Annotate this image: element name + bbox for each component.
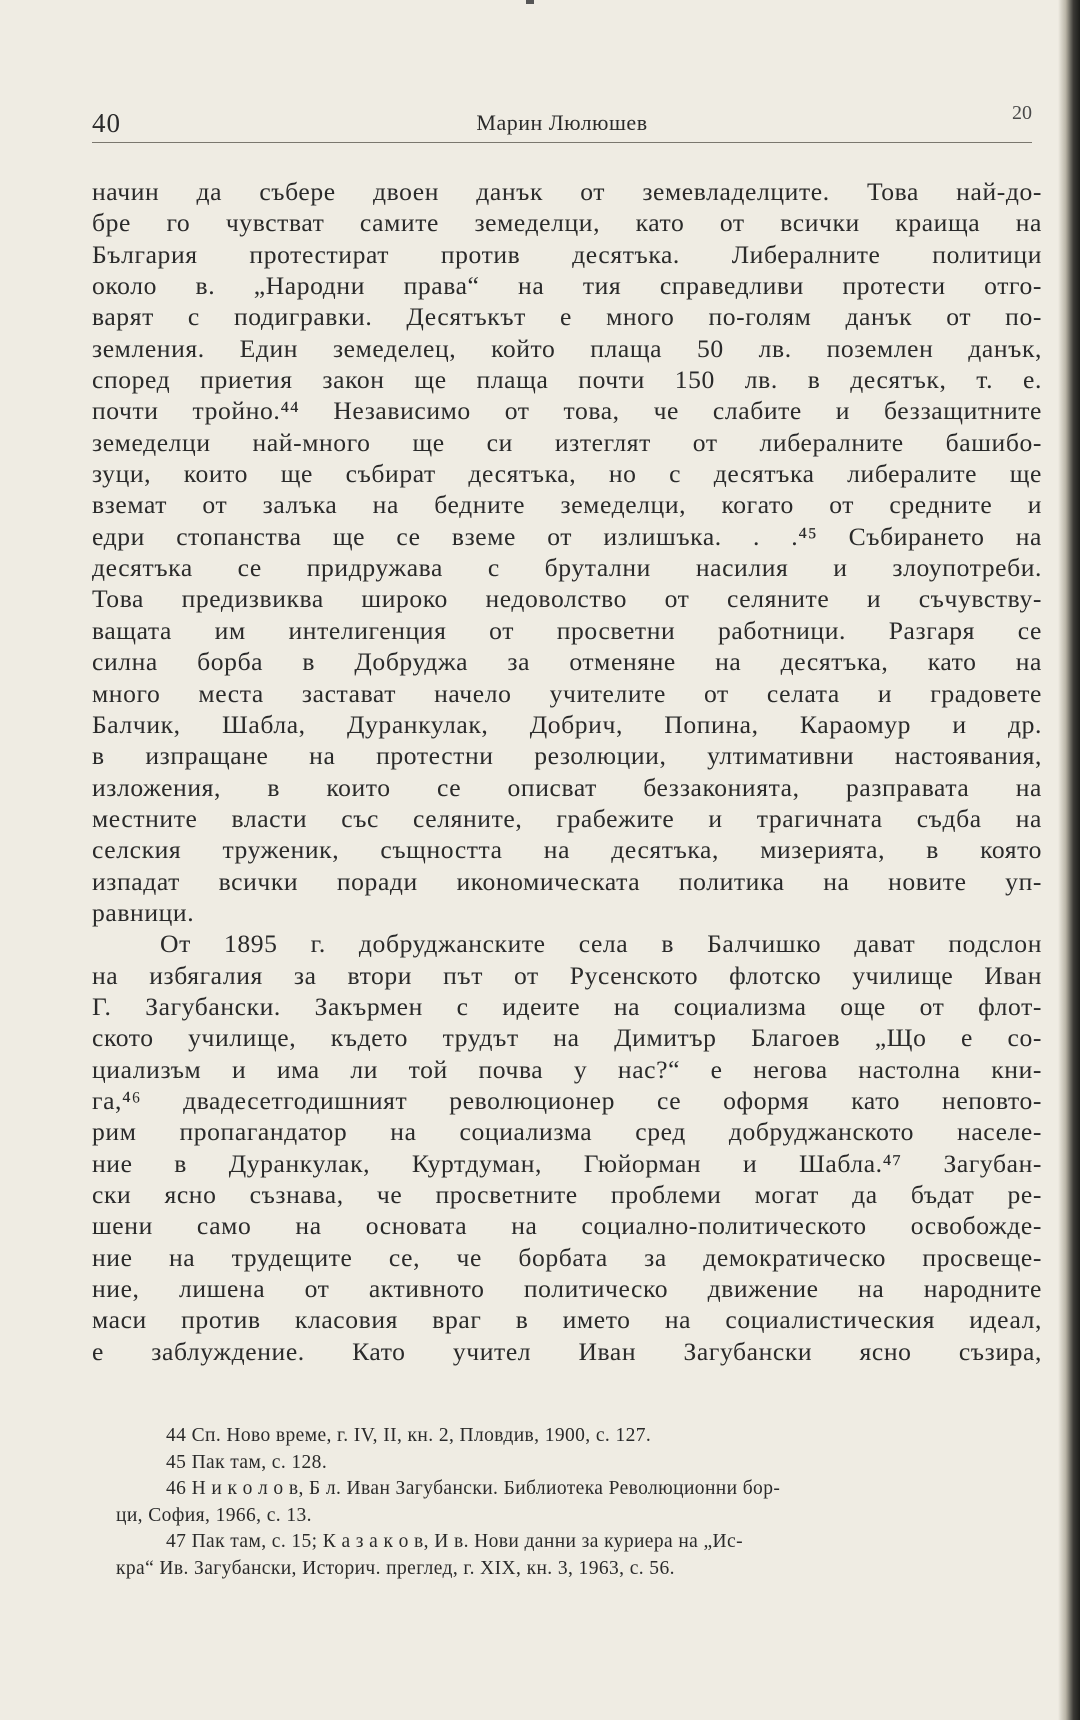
text-line: вземат от залъка на бедните земеделци, когато от средните и xyxy=(92,490,1042,520)
text-line: Това предизвиква широко недоволство от селяните и съчувству- xyxy=(92,584,1042,614)
text-line: изпадат всички поради икономическата политика на новите уп- xyxy=(92,866,1042,896)
text-line: България протестират против десятъка. Либералните политици xyxy=(92,239,1042,269)
text-line: маси против класовия враг в името на социалистическия идеал, xyxy=(92,1305,1042,1335)
footnote: 46 Н и к о л о в, Б л. Иван Загубански. Библиотека Революционни бор- xyxy=(166,1478,781,1499)
text-line: според приетия закон ще плаща почти 150 лв. в десятък, т. е. xyxy=(92,365,1042,395)
footnote: 44 Сп. Ново време, г. IV, II, кн. 2, Пловдив, 1900, с. 127. xyxy=(166,1425,652,1446)
page-number: 40 xyxy=(92,108,121,138)
text-line: около в. „Народни права“ на тия справедливи протести отго- xyxy=(92,271,1042,301)
text-line: ски ясно съзнава, че просветните проблеми могат да бъдат ре- xyxy=(92,1180,1042,1209)
text-line: земления. Един земеделец, който плаща 50 лв. поземлен данък, xyxy=(92,333,1042,363)
text-line: ние на трудещите се, че борбата за демократическо просвеще- xyxy=(92,1242,1042,1272)
text-line: ското училище, където трудът на Димитър Благоев „Що е со- xyxy=(92,1023,1042,1053)
text-line: почти тройно.⁴⁴ Независимо от това, че слабите и беззащитните xyxy=(92,396,1042,426)
text-line: изложения, в които се описват беззаконията, разправата на xyxy=(92,772,1042,802)
text-line: шени само на основата на социално-политическото освобожде- xyxy=(92,1211,1042,1241)
page-edge-shadow xyxy=(1058,0,1080,1720)
text-line: десятъка се придружава с брутални насилия и злоупотреби. xyxy=(92,553,1042,583)
footnote: 45 Пак там, с. 128. xyxy=(166,1451,328,1473)
text-line: в изпращане на протестни резолюции, ултимативни настоявания, xyxy=(92,741,1042,771)
text-line: От 1895 г. добруджанските села в Балчишко дават подслон xyxy=(160,929,1042,959)
text-line: ние в Дуранкулак, Куртдуман, Гюйорман и Шабла.⁴⁷ Загубан- xyxy=(92,1148,1042,1178)
text-line: зуци, които ще събират десятъка, но с десятъка либералите ще xyxy=(92,459,1042,489)
text-line: Г. Загубански. Закърмен с идеите на социализма още от флот- xyxy=(92,991,1042,1021)
text-line: силна борба в Добруджа за отменяне на десятъка, като на xyxy=(92,647,1042,677)
text-line: начин да събере двоен данък от земевладелците. Това най-до- xyxy=(92,177,1042,206)
text-line: рим пропагандатор на социализма сред добруджанското населе- xyxy=(92,1117,1042,1147)
running-title: Марин Люлюшев xyxy=(476,110,648,135)
header-rule xyxy=(92,142,1032,143)
text-line: много места застават начело учителите от селата и градовете xyxy=(92,678,1042,708)
text-line: ние, лишена от активното политическо движение на народните xyxy=(92,1274,1042,1304)
text-line: варят с подигравки. Десятъкът е много по-голям данък от по- xyxy=(92,302,1042,332)
text-line: бре го чувстват самите земеделци, като от всички краища на xyxy=(92,208,1042,238)
text-line: земеделци най-много ще си изтеглят от либералните башибо- xyxy=(92,427,1042,457)
text-line: циализъм и има ли той почва у нас?“ е негова настолна кни- xyxy=(92,1054,1042,1084)
text-line: селския труженик, същността на десятъка, мизерията, в която xyxy=(92,835,1042,865)
footnote: ци, София, 1966, с. 13. xyxy=(116,1504,312,1526)
text-line: на избягалия за втори път от Русенското флотско училище Иван xyxy=(92,960,1042,990)
text-line: местните власти със селяните, грабежите и трагичната съдба на xyxy=(92,803,1042,833)
body-text xyxy=(92,176,1042,1367)
text-line: Балчик, Шабла, Дуранкулак, Добрич, Попина, Караомур и др. xyxy=(92,709,1042,739)
footnote: 47 Пак там, с. 15; К а з а к о в, И в. Нови данни за куриера на „Ис- xyxy=(166,1531,743,1552)
footnotes xyxy=(116,1423,1040,1582)
folio-number: 20 xyxy=(1012,102,1032,124)
text-line: едри стопанства ще се вземе от излишъка. . .⁴⁵ Събирането на xyxy=(92,521,1042,551)
text-line: ващата им интелигенция от просветни работници. Разгаря се xyxy=(92,615,1042,645)
top-mark xyxy=(526,0,534,4)
page-header xyxy=(92,102,1032,146)
text-line: е заблуждение. Като учител Иван Загубански ясно съзира, xyxy=(92,1336,1042,1366)
text-line: га,⁴⁶ двадесетгодишният революционер се оформя като неповто- xyxy=(92,1085,1042,1115)
footnote: кра“ Ив. Загубански, Историч. преглед, г. XIX, кн. 3, 1963, с. 56. xyxy=(116,1557,675,1579)
text-line: равници. xyxy=(92,897,195,927)
